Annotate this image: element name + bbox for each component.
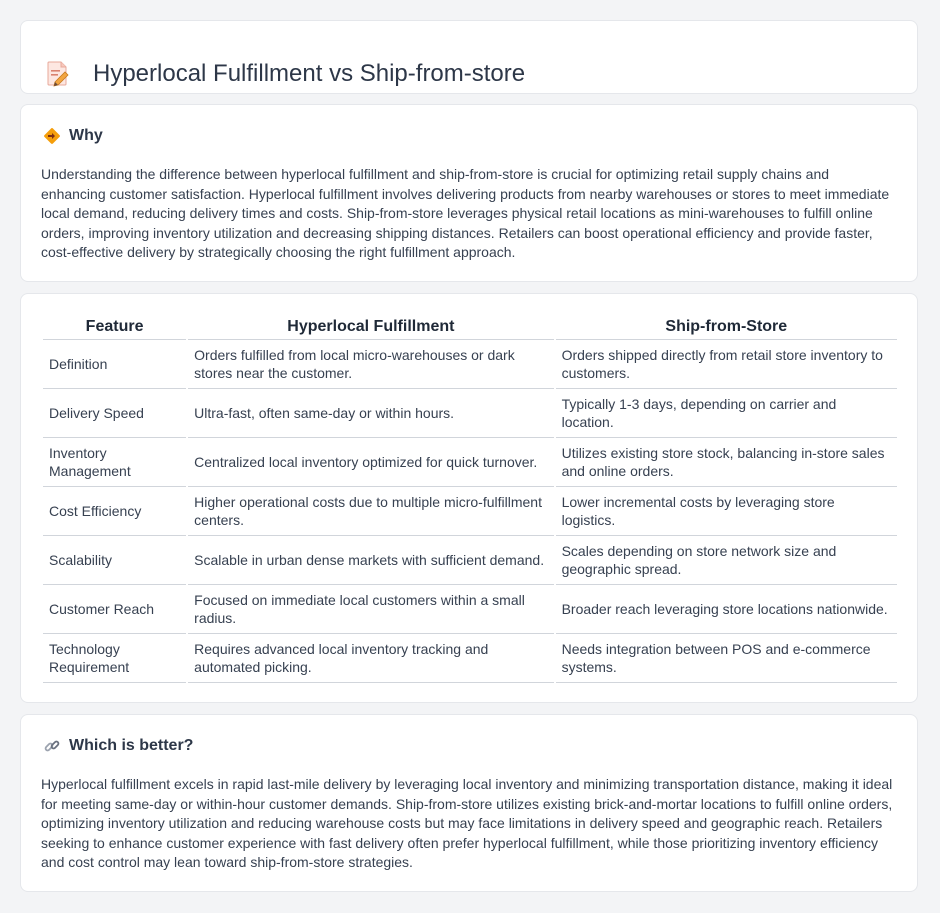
table-row [43, 536, 897, 585]
table-row [43, 438, 897, 487]
ship-from-store-cell: Typically 1-3 days, depending on carrier and location. [556, 389, 897, 438]
title-row [45, 43, 525, 105]
ship-from-store-cell: Utilizes existing store stock, balancing in-store sales and online orders. [556, 438, 897, 487]
table-header-row [43, 315, 897, 340]
ship-from-store-cell: Lower incremental costs by leveraging store logistics. [556, 487, 897, 536]
table-row [43, 634, 897, 683]
why-text: Understanding the difference between hyperlocal fulfillment and ship-from-store is crucial for optimizing retail supply chains and enhancing customer satisfaction. Hyperlocal fulfillment involves delivering products from nearby warehouses or stores to meet immediate local demand, reducing delivery times and costs. Ship-from-store leverages physical retail locations as mini-warehouses to fulfill online orders, improving inventory utilization and decreasing shipping distances. Retailers can boost operational efficiency and provide faster, cost-effective delivery by strategically choosing the right fulfillment approach. [41, 166, 890, 261]
hyperlocal-cell: Orders fulfilled from local micro-warehouses or dark stores near the customer. [188, 340, 553, 389]
ship-from-store-cell: Orders shipped directly from retail store inventory to customers. [556, 340, 897, 389]
feature-cell: Customer Reach [43, 585, 186, 634]
ship-from-store-cell: Broader reach leveraging store locations nationwide. [556, 585, 897, 634]
which-is-better-section [20, 714, 918, 892]
feature-cell: Delivery Speed [43, 389, 186, 438]
why-heading: Why [69, 127, 103, 144]
comparison-section [20, 293, 918, 703]
comparison-table [41, 315, 899, 683]
why-section [20, 104, 918, 282]
link-icon [43, 737, 61, 755]
table-row [43, 487, 897, 536]
ship-from-store-cell: Scales depending on store network size and geographic spread. [556, 536, 897, 585]
table-row [43, 340, 897, 389]
page-title: Hyperlocal Fulfillment vs Ship-from-store [93, 60, 526, 88]
feature-cell: Scalability [43, 536, 186, 585]
diamond-direction-icon [43, 127, 61, 145]
document-edit-icon [45, 60, 71, 88]
table-row [43, 389, 897, 438]
better-heading-row [43, 737, 193, 755]
ship-from-store-cell: Needs integration between POS and e-commerce systems. [556, 634, 897, 683]
feature-cell: Inventory Management [43, 438, 186, 487]
hyperlocal-cell: Higher operational costs due to multiple micro-fulfillment centers. [188, 487, 553, 536]
hyperlocal-cell: Scalable in urban dense markets with sufficient demand. [188, 536, 553, 585]
header-feature: Feature [43, 315, 186, 340]
header-ship-from-store: Ship-from-Store [556, 315, 897, 340]
feature-cell: Cost Efficiency [43, 487, 186, 536]
hyperlocal-cell: Ultra-fast, often same-day or within hours. [188, 389, 553, 438]
hyperlocal-cell: Requires advanced local inventory tracking and automated picking. [188, 634, 553, 683]
better-heading: Which is better? [69, 737, 194, 754]
hyperlocal-cell: Focused on immediate local customers within a small radius. [188, 585, 553, 634]
header-hyperlocal: Hyperlocal Fulfillment [188, 315, 553, 340]
title-card [20, 20, 918, 94]
feature-cell: Technology Requirement [43, 634, 186, 683]
feature-cell: Definition [43, 340, 186, 389]
hyperlocal-cell: Centralized local inventory optimized for quick turnover. [188, 438, 553, 487]
better-text: Hyperlocal fulfillment excels in rapid last-mile delivery by leveraging local inventory and minimizing transportation distance, making it ideal for meeting same-day or within-hour customer demands. Ship-from-store utilizes existing brick-and-mortar locations to fulfill online orders, optimizing inventory utilization and reducing warehouse costs but may face limitations in delivery speed and geographic reach. Retailers seeking to enhance customer experience with fast delivery often prefer hyperlocal fulfillment, while those prioritizing inventory efficiency and cost control may lean toward ship-from-store strategies. [41, 776, 893, 871]
table-row [43, 585, 897, 634]
why-heading-row [43, 127, 103, 145]
